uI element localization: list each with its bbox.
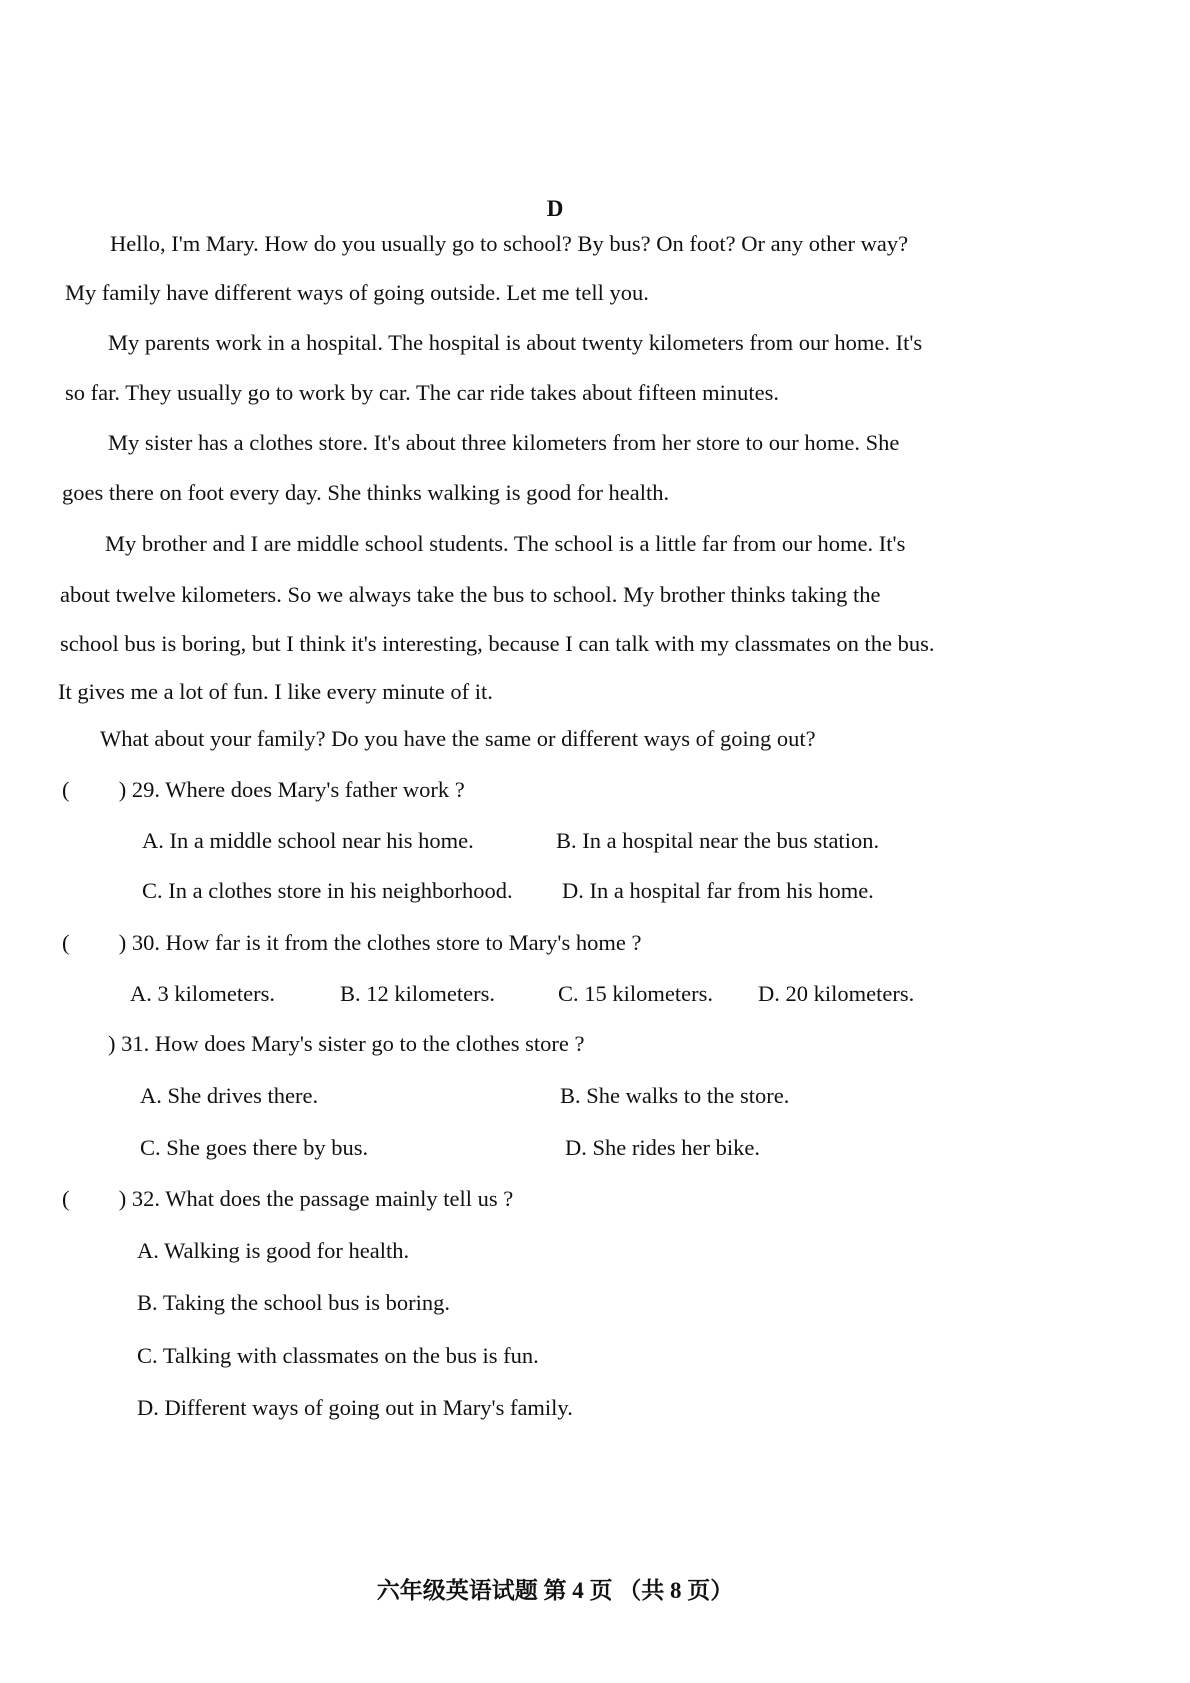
question-text: How far is it from the clothes store to Mary's home ? <box>165 930 642 955</box>
option-29-c: C. In a clothes store in his neighborhood. <box>142 878 513 903</box>
question-32 <box>62 1184 513 1214</box>
passage-line: It gives me a lot of fun. I like every minute of it. <box>58 679 493 704</box>
option-32-b: B. Taking the school bus is boring. <box>137 1290 451 1315</box>
answer-blank-open: ( <box>62 777 70 802</box>
option-29-d: D. In a hospital far from his home. <box>562 878 874 903</box>
answer-blank-close: ) <box>118 1186 127 1211</box>
question-number: 30. <box>131 930 160 955</box>
option-32-a: A. Walking is good for health. <box>137 1238 410 1263</box>
question-30 <box>62 928 641 958</box>
question-text: Where does Mary's father work ? <box>165 777 465 802</box>
passage-line: My parents work in a hospital. The hospital is about twenty kilometers from our home. It's <box>108 330 923 355</box>
answer-blank-close: ) <box>118 930 127 955</box>
passage-line: school bus is boring, but I think it's interesting, because I can talk with my classmates on the bus. <box>60 631 935 656</box>
question-number: 31. <box>121 1031 150 1056</box>
option-30-b: B. 12 kilometers. <box>340 981 495 1006</box>
passage-line: My sister has a clothes store. It's about three kilometers from her store to our home. She <box>108 430 900 455</box>
option-29-b: B. In a hospital near the bus station. <box>556 828 880 853</box>
page-footer: 六年级英语试题 第 4 页 （共 8 页） <box>376 1578 734 1603</box>
passage-line: What about your family? Do you have the same or different ways of going out? <box>100 726 816 751</box>
option-31-d: D. She rides her bike. <box>565 1135 760 1160</box>
answer-blank-open: ( <box>62 1186 70 1211</box>
question-29 <box>62 775 465 805</box>
answer-blank-open: ( <box>62 930 70 955</box>
section-title: D <box>546 196 564 221</box>
option-30-d: D. 20 kilometers. <box>758 981 915 1006</box>
question-number: 32. <box>131 1186 160 1211</box>
answer-blank-close: ) <box>108 1031 116 1056</box>
option-32-c: C. Talking with classmates on the bus is fun. <box>137 1343 539 1368</box>
answer-blank-close: ) <box>118 777 127 802</box>
passage-line: about twelve kilometers. So we always take the bus to school. My brother thinks taking the <box>60 582 881 607</box>
passage-line: so far. They usually go to work by car. The car ride takes about fifteen minutes. <box>65 380 779 405</box>
passage-line: My family have different ways of going outside. Let me tell you. <box>65 280 649 305</box>
passage-line: Hello, I'm Mary. How do you usually go to school? By bus? On foot? Or any other way? <box>110 231 909 256</box>
passage-line: My brother and I are middle school students. The school is a little far from our home. It's <box>105 531 906 556</box>
option-30-c: C. 15 kilometers. <box>558 981 713 1006</box>
option-31-c: C. She goes there by bus. <box>140 1135 369 1160</box>
option-31-a: A. She drives there. <box>140 1083 319 1108</box>
option-29-a: A. In a middle school near his home. <box>142 828 474 853</box>
option-30-a: A. 3 kilometers. <box>130 981 275 1006</box>
option-31-b: B. She walks to the store. <box>560 1083 790 1108</box>
question-number: 29. <box>131 777 160 802</box>
question-text: How does Mary's sister go to the clothes store ? <box>154 1031 585 1056</box>
question-text: What does the passage mainly tell us ? <box>165 1186 514 1211</box>
question-31 <box>108 1029 584 1059</box>
option-32-d: D. Different ways of going out in Mary's family. <box>137 1395 573 1420</box>
passage-line: goes there on foot every day. She thinks walking is good for health. <box>62 480 670 505</box>
